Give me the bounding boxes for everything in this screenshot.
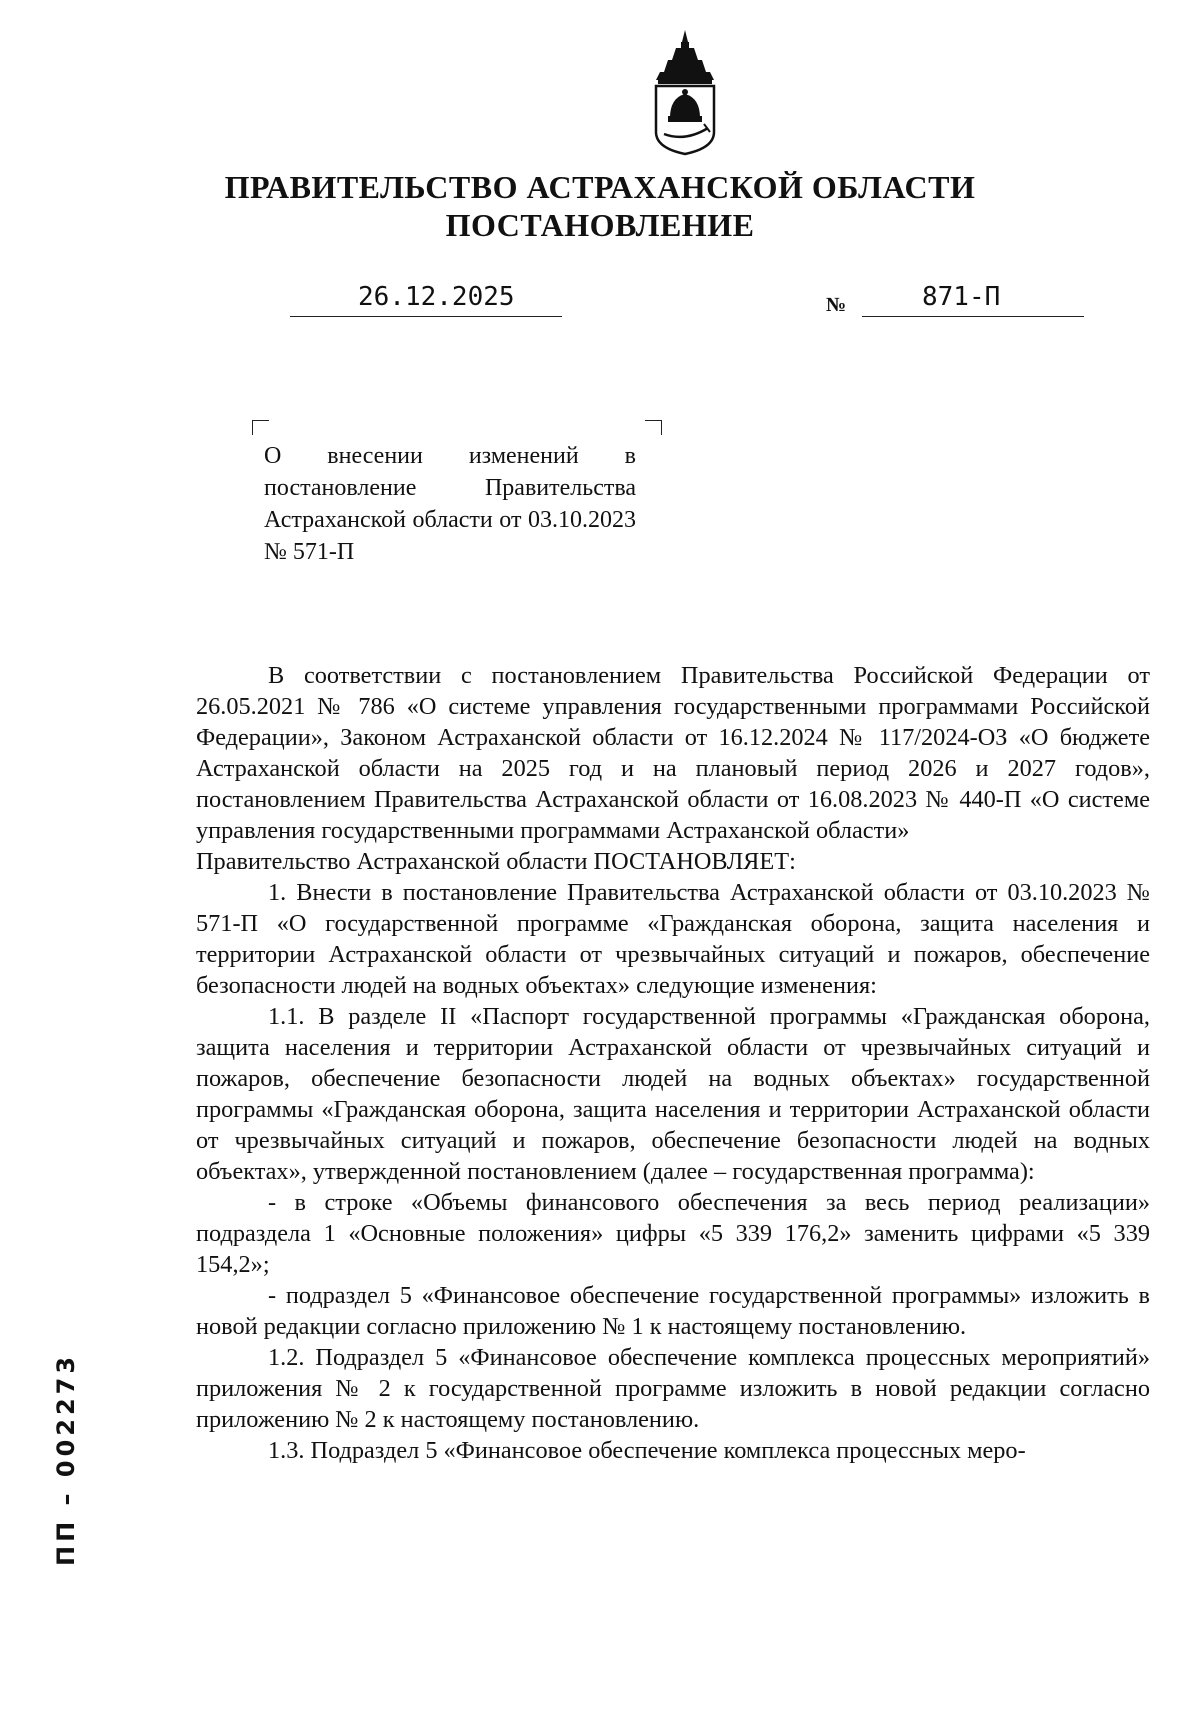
date-field <box>290 282 562 317</box>
paragraph-item-1-1: 1.1. В разделе II «Паспорт государственной программы «Гражданская оборона, защита населения и территории Астраханской области от чрезвычайных ситуаций и пожаров, обеспечение безопасности людей на водных объектах» государственной программы «Гражданская оборона, защита населения и территории Астраханской области от чрезвычайных ситуаций и пожаров, обеспечение безопасности людей на водных объектах», утвержденной постановлением (далее – государственная программа): <box>196 1003 1150 1185</box>
paragraph-item-1-3: 1.3. Подраздел 5 «Финансовое обеспечение комплекса процессных меро- <box>268 1437 1026 1464</box>
paragraph-item-1-2: 1.2. Подраздел 5 «Финансовое обеспечение комплекса процессных мероприятий» приложения № 2 к государственной программе изложить в новой редакции согласно приложению № 2 к настоящему постановлению. <box>196 1344 1150 1433</box>
number-field <box>862 282 1084 317</box>
paragraph-item-1: 1. Внести в постановление Правительства Астраханской области от 03.10.2023 № 571-П «О государственной программе «Гражданская оборона, защита населения и территории Астраханской области от чрезвычайных ситуаций и пожаров, обеспечение безопасности людей на водных объектах» следующие изменения: <box>196 879 1150 999</box>
paragraph-bullet-1: - в строке «Объемы финансового обеспечения за весь период реализации» подраздела 1 «Основные положения» цифры «5 339 176,2» заменить цифрами «5 339 154,2»; <box>196 1189 1150 1278</box>
coat-of-arms-icon <box>648 28 722 156</box>
paragraph-resolves: Правительство Астраханской области ПОСТАНОВЛЯЕТ: <box>196 848 796 875</box>
subject-bracket-right <box>645 420 662 435</box>
paragraph-preamble: В соответствии с постановлением Правительства Российской Федерации от 26.05.2021 № 786 «О системе управления государственными программами Российской Федерации», Законом Астраханской области от 16.12.2024 № 117/2024-ОЗ «О бюджете Астраханской области на 2025 год и на плановый период 2026 и 2027 годов», постановлением Правительства Астраханской области от 16.08.2023 № 440-П «О системе управления государственными программами Астраханской области» <box>196 662 1150 844</box>
document-body <box>196 660 1150 1466</box>
subject-bracket-left <box>252 420 269 435</box>
organization-title: ПРАВИТЕЛЬСТВО АСТРАХАНСКОЙ ОБЛАСТИ <box>224 169 976 205</box>
registration-code-text: ПП – 002273 <box>52 1352 80 1566</box>
number-sign: № <box>826 294 847 316</box>
document-type-title: ПОСТАНОВЛЕНИЕ <box>445 207 755 243</box>
document-date: 26.12.2025 <box>358 282 515 312</box>
document-number: 871-П <box>922 282 1001 312</box>
document-subject: О внесении изменений в постановление Правительства Астраханской области от 03.10.2023 № 571-П <box>264 443 636 565</box>
paragraph-bullet-2: - подраздел 5 «Финансовое обеспечение государственной программы» изложить в новой редакции согласно приложению № 1 к настоящему постановлению. <box>196 1282 1150 1340</box>
